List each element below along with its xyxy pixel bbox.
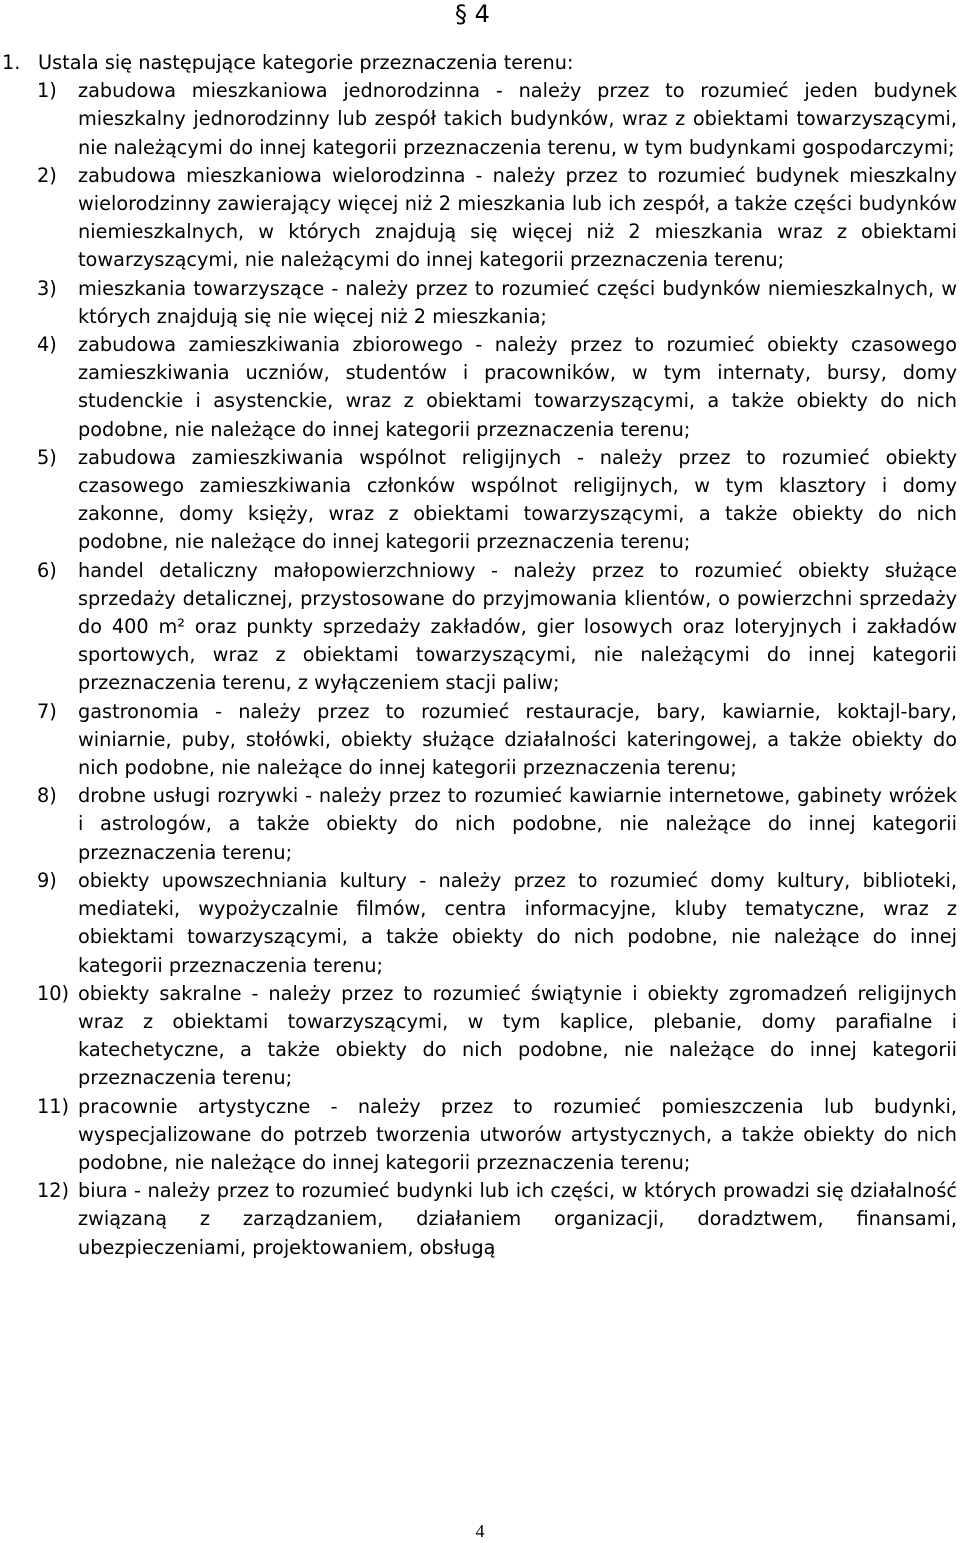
list-item [0, 698, 957, 783]
category-list [0, 77, 957, 1262]
item-number: 1) [37, 79, 57, 103]
list-item [0, 162, 957, 275]
item-text: zabudowa mieszkaniowa wielorodzinna - należy przez to rozumieć budynek mieszkalny wielorodzinny zawierający więcej niż 2 mieszkania lub ich zespół, a także części budynków niemieszkalnych, w których znajdują się więcej niż 2 mieszkania wraz z obiektami towarzyszącymi, nie należącymi do innej kategorii przeznaczenia terenu; [78, 163, 957, 272]
paragraph-1 [0, 49, 957, 77]
document-body [0, 49, 957, 1262]
item-number: 2) [37, 163, 57, 187]
list-item [0, 557, 957, 698]
item-text: drobne usługi rozrywki - należy przez to rozumieć kawiarnie internetowe, gabinety wróżek i astrologów, a także obiekty do nich podobne, nie należące do innej kategorii przeznaczenia terenu; [78, 784, 957, 864]
item-number: 8) [37, 784, 57, 808]
list-item [0, 980, 957, 1093]
list-item [0, 275, 957, 331]
item-text: pracownie artystyczne - należy przez to rozumieć pomieszczenia lub budynki, wyspecjalizowane do potrzeb tworzenia utworów artystycznych, a także obiekty do nich podobne, nie należące do innej kategorii przeznaczenia terenu; [78, 1094, 957, 1174]
item-text: biura - należy przez to rozumieć budynki lub ich części, w których prowadzi się działalność związaną z zarządzaniem, działaniem organizacji, doradztwem, finansami, ubezpieczeniami, projektowaniem, obsługą [78, 1179, 957, 1259]
item-text: mieszkania towarzyszące - należy przez to rozumieć części budynków niemieszkalnych, w których znajdują się nie więcej niż 2 mieszkania; [78, 276, 957, 328]
item-number: 11) [37, 1094, 70, 1118]
item-number: 4) [37, 333, 57, 357]
item-text: obiekty upowszechniania kultury - należy przez to rozumieć domy kultury, biblioteki, mediateki, wypożyczalnie filmów, centra informacyjne, kluby tematyczne, wraz z obiektami towarzyszącymi, a także obiekty do nich podobne, nie należące do innej kategorii przeznaczenia terenu; [78, 868, 957, 977]
item-text: zabudowa zamieszkiwania wspólnot religijnych - należy przez to rozumieć obiekty czasowego zamieszkiwania członków wspólnot religijnych, w tym klasztory i domy zakonne, domy księży, wraz z obiektami towarzyszącymi, a także obiekty do nich podobne, nie należące do innej kategorii przeznaczenia terenu; [78, 445, 957, 554]
list-item [0, 444, 957, 557]
item-text: handel detaliczny małopowierzchniowy - należy przez to rozumieć obiekty służące sprzedaży detalicznej, przystosowane do przyjmowania klientów, o powierzchni sprzedaży do 400 m² oraz punkty sprzedaży zakładów, gier losowych oraz loteryjnych i zakładów sportowych, wraz z obiektami towarzyszącymi, nie należącymi do innej kategorii przeznaczenia terenu, z wyłączeniem stacji paliw; [78, 558, 957, 695]
list-item [0, 331, 957, 444]
list-item [0, 1177, 957, 1262]
paragraph-number: 1. [2, 51, 21, 74]
list-item [0, 77, 957, 162]
list-item [0, 782, 957, 867]
item-number: 12) [37, 1179, 70, 1203]
list-item [0, 1093, 957, 1178]
section-heading: § 4 [455, 0, 490, 28]
item-text: zabudowa mieszkaniowa jednorodzinna - należy przez to rozumieć jeden budynek mieszkalny jednorodzinny lub zespół takich budynków, wraz z obiektami towarzyszącymi, nie należącymi do innej kategorii przeznaczenia terenu, w tym budynkami gospodarczymi; [78, 79, 957, 159]
item-number: 7) [37, 699, 57, 723]
item-text: zabudowa zamieszkiwania zbiorowego - należy przez to rozumieć obiekty czasowego zamieszkiwania uczniów, studentów i pracowników, w tym internaty, bursy, domy studenckie i asystenckie, wraz z obiektami towarzyszącymi, a także obiekty do nich podobne, nie należące do innej kategorii przeznaczenia terenu; [78, 333, 957, 441]
paragraph-text: Ustala się następujące kategorie przeznaczenia terenu: [38, 51, 574, 74]
page-number: 4 [475, 1521, 485, 1541]
item-text: obiekty sakralne - należy przez to rozumieć świątynie i obiekty zgromadzeń religijnych wraz z obiektami towarzyszącymi, w tym kaplice, plebanie, domy parafialne i katechetyczne, a także obiekty do nich podobne, nie należące do innej kategorii przeznaczenia terenu; [78, 981, 957, 1090]
item-number: 3) [37, 276, 57, 300]
item-number: 9) [37, 868, 57, 892]
item-text: gastronomia - należy przez to rozumieć restauracje, bary, kawiarnie, koktajl-bary, winiarnie, puby, stołówki, obiekty służące działalności kateringowej, a także obiekty do nich podobne, nie należące do innej kategorii przeznaczenia terenu; [78, 699, 957, 780]
item-number: 6) [37, 558, 57, 582]
item-number: 10) [37, 981, 70, 1005]
list-item [0, 867, 957, 980]
item-number: 5) [37, 445, 57, 469]
